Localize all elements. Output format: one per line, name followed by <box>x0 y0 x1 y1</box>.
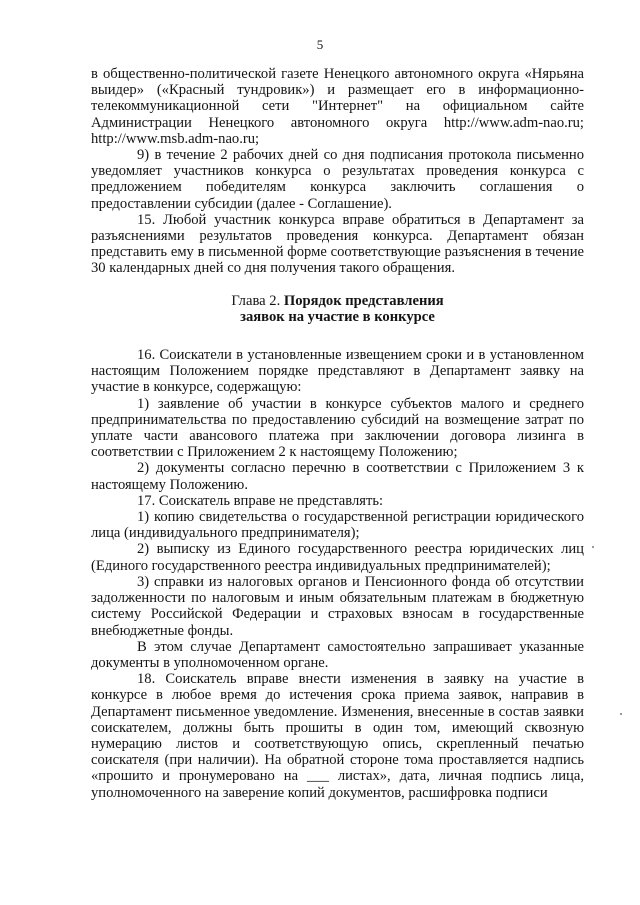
chapter-title-line1: Порядок представления <box>283 292 444 309</box>
chapter-heading <box>91 293 584 325</box>
paragraph-item-18: 18. Соискатель вправе внести изменения в заявку на участие в конкурсе в любое время до истечения срока приема заявок, направив в Департамент письменное уведомление. Изменения, внесенные в состав заявки соискателем, должны быть прошиты в один том, имеющий сквозную нумерацию листов и соответствующую опись, скрепленный печатью соискателя (при наличии). На обратной стороне тома проставляется надпись «прошито и пронумеровано на ___ листах», дата, личная подпись лица, уполномоченного на заверение копий документов, расшифровка подписи <box>91 671 584 801</box>
scan-speck <box>592 546 594 548</box>
scan-speck <box>620 713 622 715</box>
paragraph-item-16: 16. Соискатели в установленные извещением сроки и в установленном настоящим Положением порядке представляют в Департамент заявку на участие в конкурсе, содержащую: <box>91 347 584 396</box>
paragraph-item-17-2: 2) выписку из Единого государственного реестра юридических лиц (Единого государственного реестра индивидуальных предпринимателей); <box>91 541 584 574</box>
paragraph-item-16-2: 2) документы согласно перечню в соответствии с Приложением 3 к настоящему Положению. <box>91 460 584 493</box>
paragraph-top: в общественно-политической газете Ненецкого автономного округа «Нярьяна выидер» («Красный тундровик») и размещает его в информационно-телекоммуникационной сети "Интернет" на официальном сайте Администрации Ненецкого автономного округа http://www.adm-nao.ru; http://www.msb.adm-nao.ru; <box>91 66 584 147</box>
chapter-title-line2: заявок на участие в конкурсе <box>240 308 435 325</box>
document-body <box>91 66 584 801</box>
paragraph-item-17-1: 1) копию свидетельства о государственной регистрации юридического лица (индивидуального предпринимателя); <box>91 509 584 542</box>
paragraph-item-17: 17. Соискатель вправе не представлять: <box>137 492 384 509</box>
paragraph-item-16-1: 1) заявление об участии в конкурсе субъектов малого и среднего предпринимательства по предоставлению субсидий на возмещение затрат по уплате части авансового платежа при заключении договора лизинга в соответствии с Приложением 2 к настоящему Положению; <box>91 395 584 461</box>
paragraph-item-15: 15. Любой участник конкурса вправе обратиться в Департамент за разъяснениями результатов проведения конкурса. Департамент обязан представить ему в письменной форме соответствующие разъяснения в течение 30 календарных дней со дня получения такого обращения. <box>91 211 584 277</box>
paragraph-item-9: 9) в течение 2 рабочих дней со дня подписания протокола письменно уведомляет участников конкурса о результатах проведения конкурса с предложением победителям конкурса заключить соглашения о предоставлении субсидии (далее - Соглашение). <box>91 147 584 212</box>
paragraph-item-17-note: В этом случае Департамент самостоятельно запрашивает указанные документы в уполномоченном органе. <box>91 638 584 671</box>
paragraph-item-17-3: 3) справки из налоговых органов и Пенсионного фонда об отсутствии задолженности по налоговым и иным обязательным платежам в бюджетную систему Российской Федерации и страховых взносам в государственные внебюджетные фонды. <box>91 573 584 639</box>
chapter-prefix: Глава 2. <box>231 292 281 309</box>
page-number: 5 <box>316 37 324 52</box>
